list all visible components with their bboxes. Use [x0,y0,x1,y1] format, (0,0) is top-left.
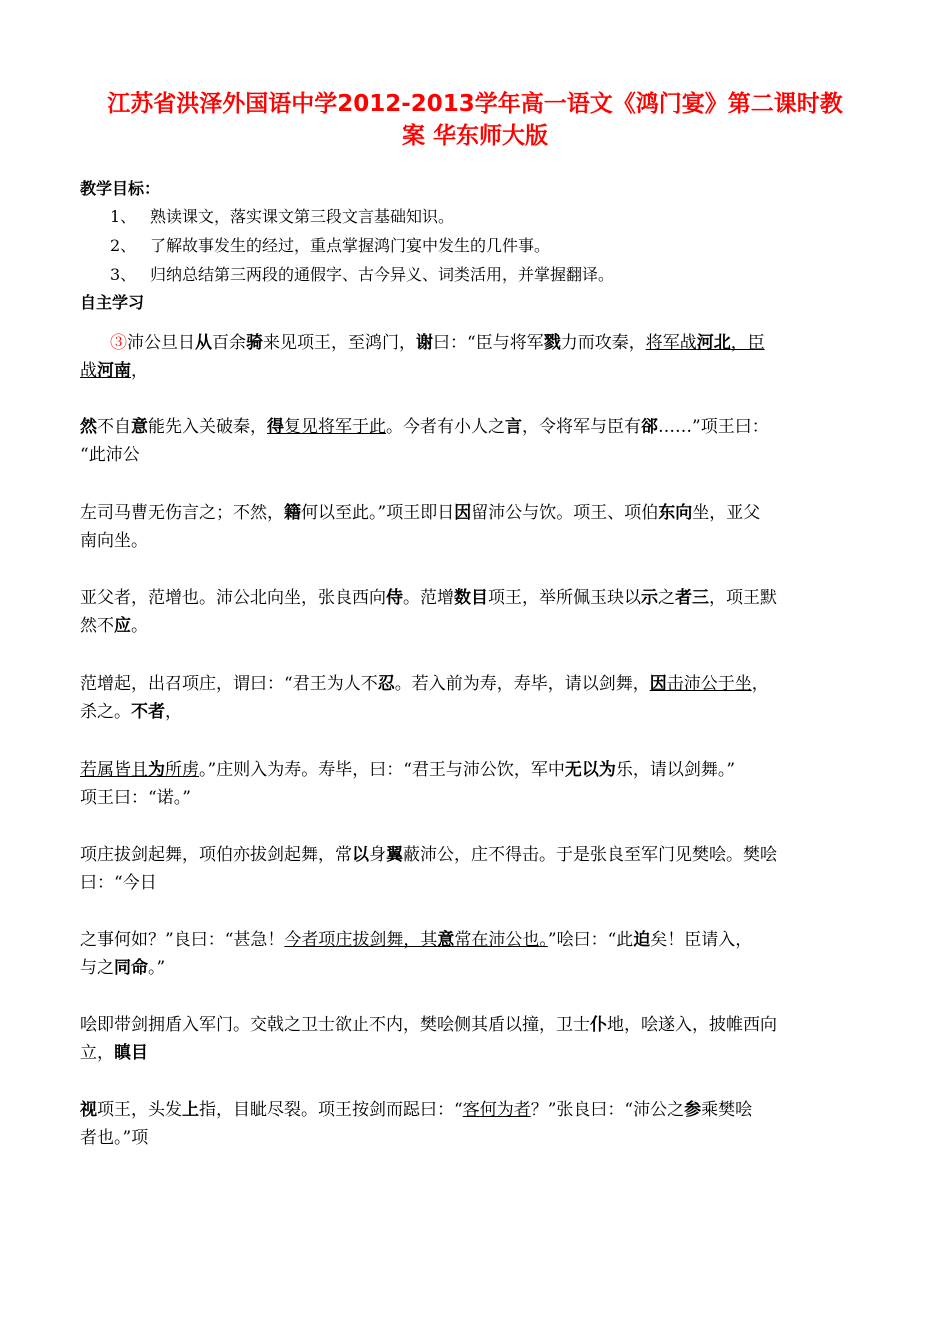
passage-line [80,612,875,640]
text-run: 矣！臣请入， [650,930,753,950]
underlined-phrase: 今者项庄拔剑舞，其 [284,930,438,950]
text-run: 何以至此。”项王即日 [301,503,455,523]
key-word: 上 [182,1100,199,1120]
text-run: 哙即带剑拥盾入军门。交 [80,1015,267,1035]
key-word: 者 [148,702,165,722]
passage-paragraph [80,1011,875,1067]
underlined-phrase: 常在沛公也。 [454,930,548,950]
title-line-1: 江苏省洪泽外国语中学2012-2013学年高一语文《鸿门宴》第二课时教 [107,91,843,117]
key-word: 为 [148,760,165,780]
key-word: 瞋目 [114,1043,148,1063]
key-word: 意 [131,417,148,437]
underlined-phrase: 所虏 [165,760,199,780]
text-run: 左司马曹无伤言之；不然， [80,503,284,523]
key-word: 侍 [386,588,403,608]
text-run: 指，目眦尽裂。项王按剑而跽曰：“ [199,1100,463,1120]
passage-line [80,413,875,441]
objective-number: 1、 [110,207,137,226]
key-word: 以 [352,845,369,865]
passage-paragraph [80,413,875,469]
key-word: 因 [649,674,667,694]
text-run: ”哙曰：“此 [547,930,634,950]
objective-item [110,206,454,228]
key-word: 不 [131,702,148,722]
key-word: 谢 [416,333,433,353]
key-word: 河北 [696,333,731,353]
passage-line [80,329,875,357]
objectives-heading: 教学目标： [80,179,161,198]
underlined-phrase: 复见将军于此 [284,417,386,437]
text-run: ” [182,788,191,808]
text-run: 曰：“今日 [80,873,157,893]
text-run: ，项王默 [709,588,777,608]
passage-paragraph [80,499,875,555]
text-run: 项庄拔剑起舞，项伯亦拔剑起舞，常 [80,845,352,865]
text-run: 然 [80,616,97,636]
passage-line [80,954,875,982]
text-run: 。 [131,616,148,636]
key-word: 参 [684,1100,702,1120]
key-word: 意 [437,930,455,950]
objective-item [110,235,550,257]
underlined-phrase: 若属皆且 [80,760,148,780]
key-word: 从 [195,333,212,353]
key-word: 东向 [658,503,693,523]
text-run: 自 [114,417,131,437]
passage-paragraph [80,329,875,385]
key-word: 因 [454,503,472,523]
underlined-phrase: 击沛公于坐 [666,674,752,694]
text-run: ， [131,361,148,381]
key-word: 同命 [114,958,148,978]
passage-line [80,784,875,812]
key-word: 者三 [675,588,709,608]
text-run: 。” [148,958,166,978]
text-run: ，令将军与臣有 [522,417,641,437]
text-run: 项王，举所佩玉玦以 [488,588,641,608]
text-run: 不 [97,417,114,437]
text-run: 沛公旦日 [127,333,195,353]
key-word: 骑 [246,333,263,353]
text-run: 。若入前为寿， [394,674,514,694]
text-run: 。范增 [403,588,454,608]
passage-line [80,926,875,954]
text-run: 之 [658,588,675,608]
text-run: ？”张良曰：“沛公之 [530,1100,685,1120]
text-run: 与之 [80,958,114,978]
passage-line [80,441,875,469]
objective-text: 了解故事发生的经过，重点掌握鸿门宴中发生的几件事。 [150,236,551,255]
key-word: 数目 [454,588,488,608]
passage-line [80,841,875,869]
text-run: 寿毕，请以剑舞， [513,674,650,694]
passage-line [80,584,875,612]
passage-line [80,1011,875,1039]
text-run: ……”项王曰： [658,417,769,437]
text-run: 之事何如？”良曰：“甚急！ [80,930,285,950]
text-run: 身 [369,845,386,865]
text-run: 蔽沛公，庄不得击。于是张良至军门见樊哙。樊哙 [403,845,777,865]
text-run: 地， [607,1015,641,1035]
key-word: 迫 [633,930,651,950]
text-run: 。今者有小人之 [386,417,505,437]
underlined-phrase: 客何为者 [462,1100,531,1120]
key-word: 仆 [590,1015,607,1035]
key-word: 言 [505,417,522,437]
objective-number: 2、 [110,236,137,255]
objective-item [110,264,614,286]
text-run: ， [751,674,769,694]
paragraph-marker: ③ [110,333,127,353]
text-run: “此沛公 [80,445,140,465]
key-word: 籍 [284,503,301,523]
key-word: 翼 [386,845,403,865]
passage-line [80,1096,875,1124]
passage-paragraph [80,584,875,640]
underlined-phrase: 战 [80,361,97,381]
passage-paragraph [80,1096,875,1152]
key-word: 忍 [377,674,395,694]
text-run: 项王曰：“诺。 [80,788,183,808]
text-run: 乐，请以剑舞。” [615,760,736,780]
key-word: 然 [80,417,97,437]
text-run: 杀之。 [80,702,131,722]
text-run: 哙遂入，披帷西向 [641,1015,777,1035]
text-run: 坐，亚父 [692,503,761,523]
passage-line [80,698,875,726]
passage-line [80,756,875,784]
text-run: 留沛公与饮。项王、项伯 [471,503,659,523]
key-word: 应 [114,616,131,636]
document-title [70,88,880,152]
passage-paragraph [80,841,875,897]
passage-paragraph [80,926,875,982]
text-run: ， [165,702,182,722]
text-run: 范增起，出召项庄，谓曰：“君王为人不 [80,674,378,694]
passage-line [80,1039,875,1067]
text-run: 来见项王，至鸿门， [263,333,416,353]
key-word: 示 [641,588,658,608]
text-run: 乘樊哙 [701,1100,753,1120]
key-word: 得 [267,417,284,437]
key-word: 无以为 [564,760,616,780]
text-run: 南向坐。 [80,531,148,551]
key-word: 视 [80,1100,97,1120]
text-run: 不 [97,616,114,636]
passage-line [80,499,875,527]
passage-line [80,869,875,897]
passage-line [80,670,875,698]
key-word: 郤 [641,417,658,437]
text-run: 亚父者，范增也。沛公北向坐，张良西向 [80,588,386,608]
text-run: 力而攻秦， [560,333,646,353]
text-run: 项王，头发 [97,1100,182,1120]
passage-line [80,357,875,385]
text-run: 者也。”项 [80,1128,149,1148]
objective-number: 3、 [110,265,137,284]
key-word: 河南 [97,361,131,381]
text-run: 百余 [212,333,246,353]
text-run: 。”庄则入为寿。寿毕，曰：“君王与沛公饮，军中 [199,760,565,780]
underlined-phrase: 将军战 [645,333,697,353]
passage-line [80,527,875,555]
title-line-2: 案 华东师大版 [401,123,548,149]
text-run: 曰：“臣与将军 [433,333,544,353]
passage-paragraph [80,756,875,812]
text-run: 戟之卫士欲止不内，樊哙侧其盾以撞，卫士 [267,1015,590,1035]
objective-text: 归纳总结第三两段的通假字、古今异义、词类活用，并掌握翻译。 [150,265,615,284]
passage-line [80,1124,875,1152]
underlined-phrase: ，臣 [730,333,765,353]
objective-text: 熟读课文，落实课文第三段文言基础知识。 [150,207,455,226]
text-run: 能先入关破秦， [148,417,267,437]
text-run: 立， [80,1043,114,1063]
passage-paragraph [80,670,875,726]
key-word: 戮 [543,333,561,353]
self-study-heading: 自主学习 [80,293,145,312]
